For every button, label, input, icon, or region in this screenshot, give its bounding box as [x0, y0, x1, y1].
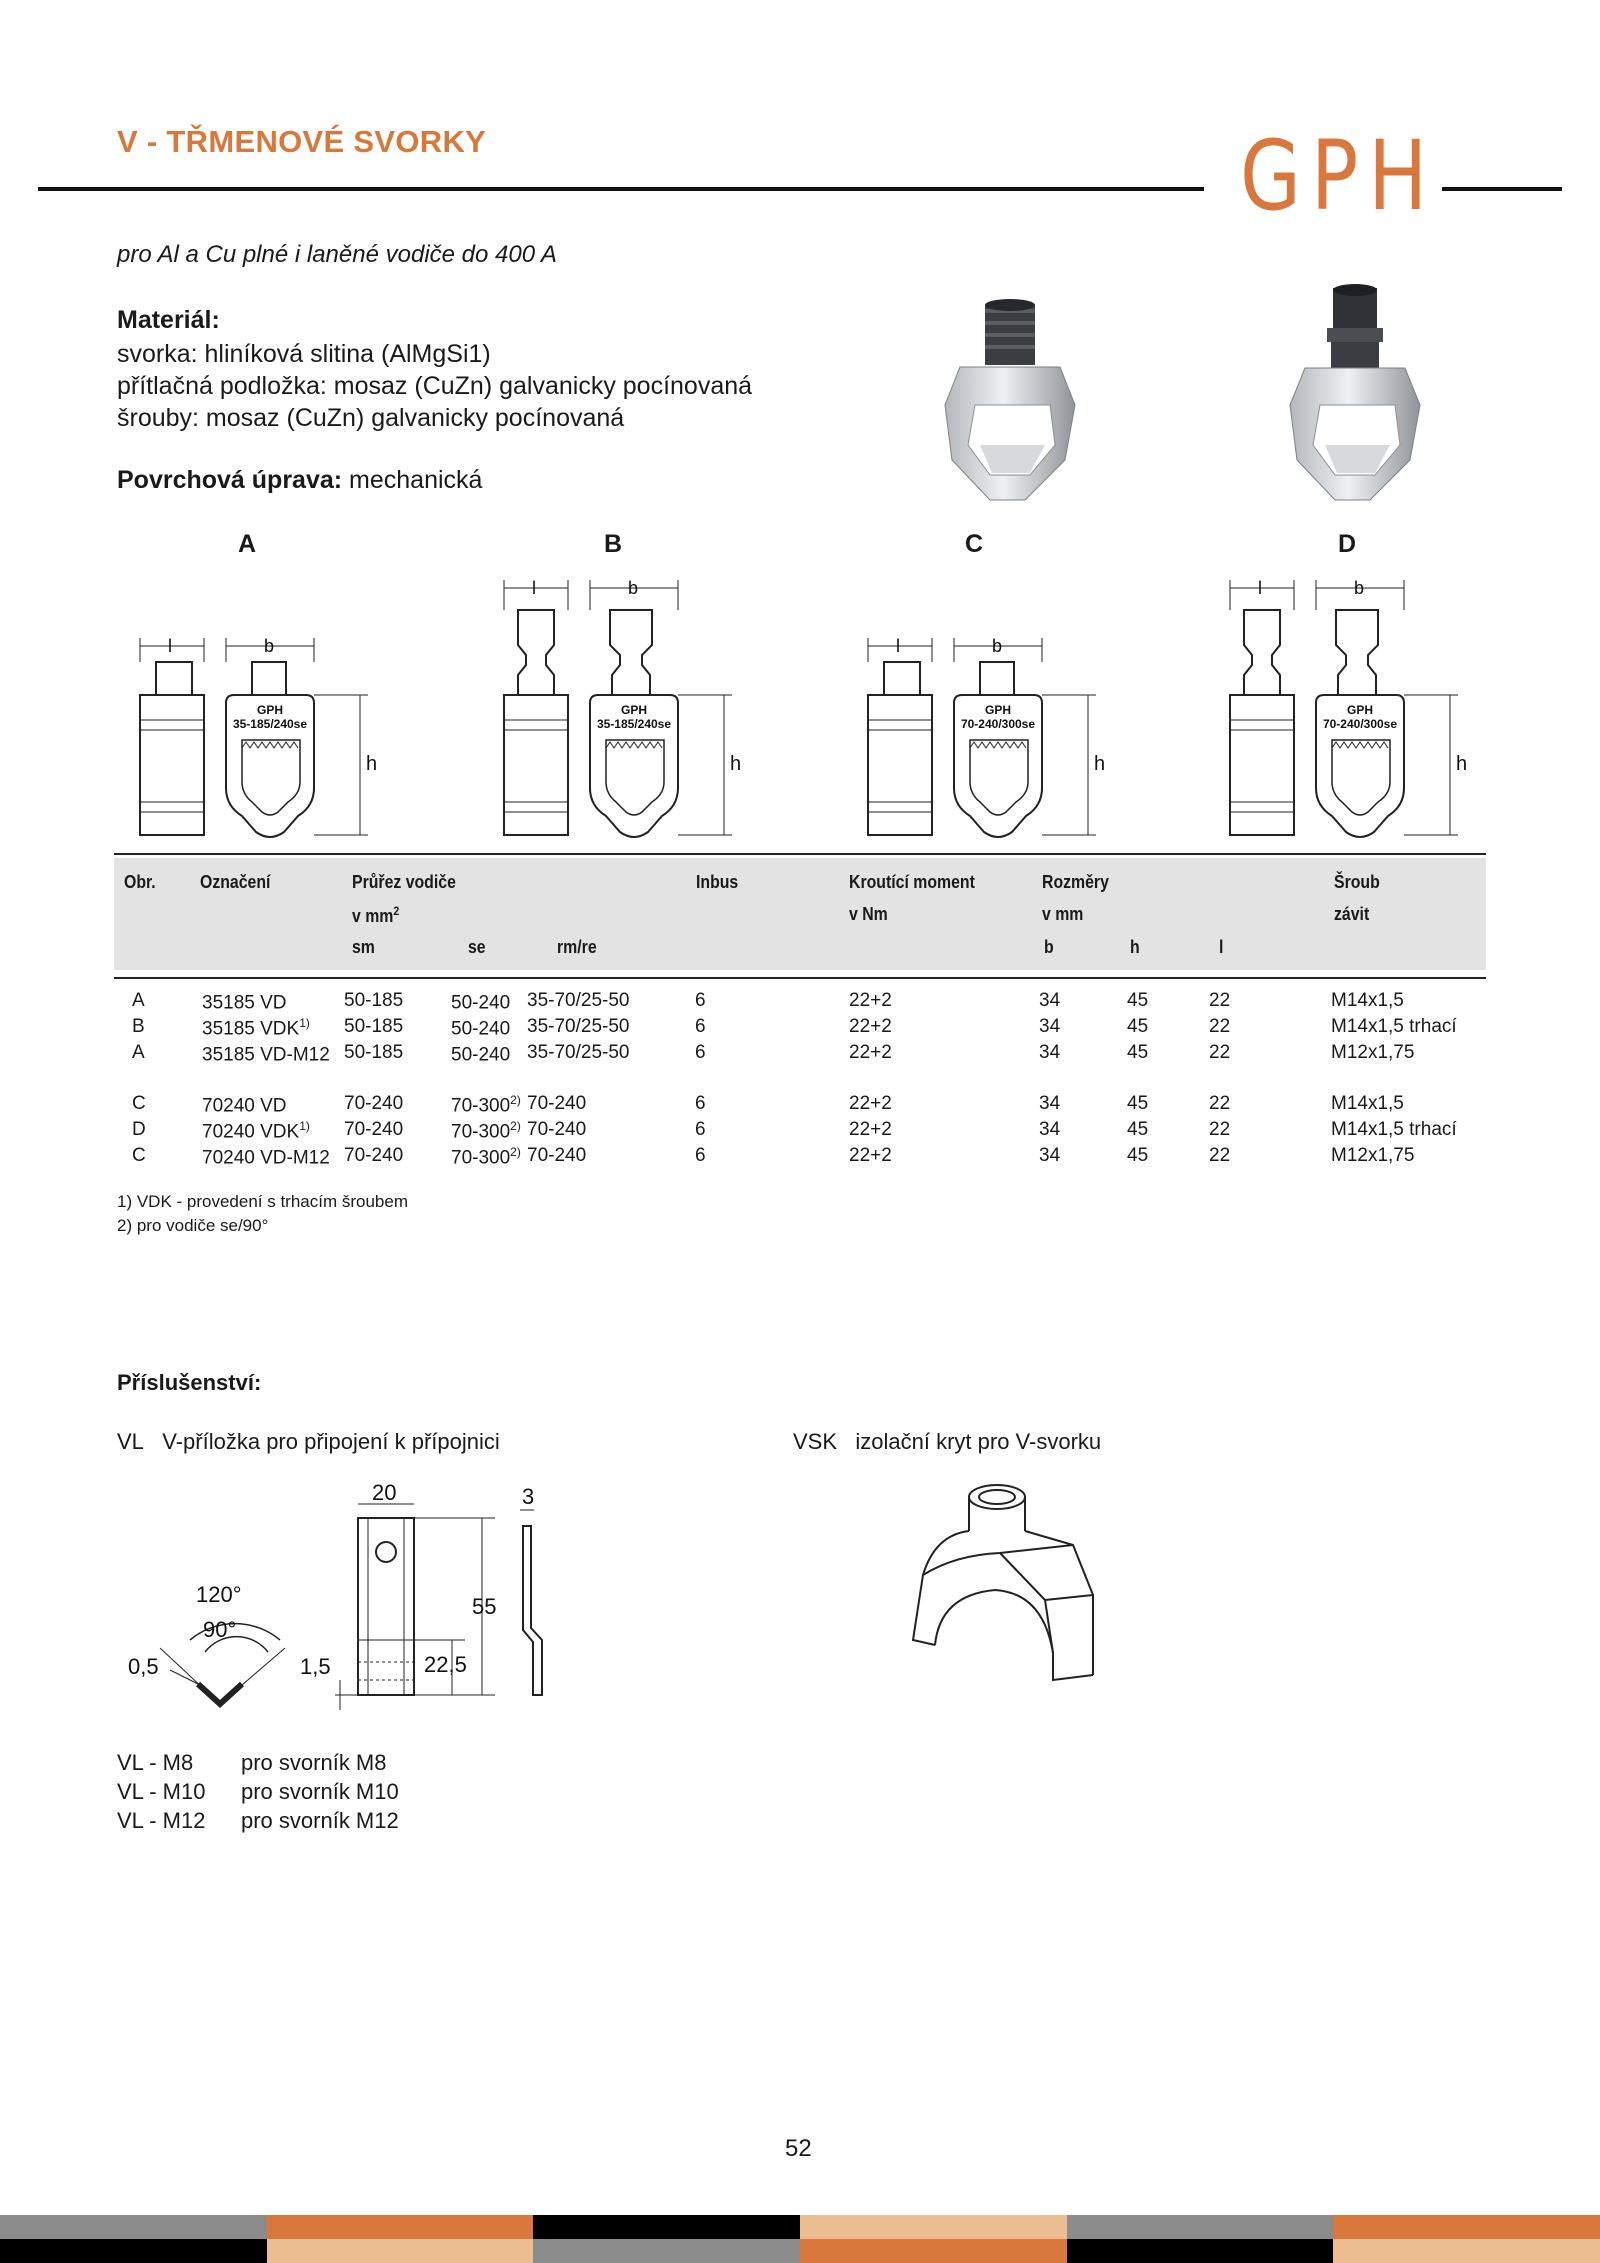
stamp-brand: GPH — [1346, 703, 1374, 717]
accessory-vsk — [793, 1429, 1101, 1455]
table-cell-b: 34 — [1039, 1119, 1061, 1140]
table-cell-sm: 70-240 — [344, 1145, 404, 1166]
material-line: přítlačná podložka: mosaz (CuZn) galvanicky pocínovaná — [117, 372, 753, 400]
dim-h-label: h — [1094, 753, 1106, 775]
stamp-size: 70-240/300se — [1322, 717, 1398, 731]
footer-stripe — [800, 2215, 1067, 2239]
table-cell-l: 22 — [1209, 1093, 1231, 1114]
footnote: 1) VDK - provedení s trhacím šroubem — [117, 1192, 409, 1211]
table-cell-obr: A — [132, 990, 145, 1011]
table-cell-obr: A — [132, 1042, 145, 1063]
table-cell-ozn: 35185 VD — [202, 992, 287, 1014]
table-cell-se: 50-240 — [451, 992, 511, 1014]
dim-b-label: b — [264, 636, 275, 656]
table-cell-l: 22 — [1209, 1042, 1231, 1063]
dim-l-label: l — [896, 636, 900, 656]
th-rmre: rm/re — [557, 937, 597, 957]
table-header-bg — [114, 858, 1486, 970]
table-cell-b: 34 — [1039, 1042, 1061, 1063]
table-cell-moment: 22+2 — [849, 1016, 892, 1037]
table-cell-inbus: 6 — [695, 1016, 706, 1037]
table-cell-sm: 50-185 — [344, 1042, 404, 1063]
th-prurez: Průřez vodiče — [352, 872, 456, 892]
table-cell-ozn: 35185 VD-M12 — [202, 1044, 330, 1066]
material-line: svorka: hliníková slitina (AlMgSi1) — [117, 340, 491, 368]
stamp-brand: GPH — [256, 703, 284, 717]
table-cell-moment: 22+2 — [849, 990, 892, 1011]
vl-variant: VL - M12 pro svorník M12 — [117, 1808, 399, 1833]
clamp-drawing-b — [492, 570, 852, 850]
stamp-size: 70-240/300se — [960, 717, 1036, 731]
table-cell-se: 50-240 — [451, 1044, 511, 1066]
table-cell-b: 34 — [1039, 1016, 1061, 1037]
th-oznaceni: Označení — [200, 872, 271, 892]
table-cell-h: 45 — [1127, 1093, 1149, 1114]
footer-stripe — [0, 2215, 267, 2239]
figure-label-b: B — [604, 530, 623, 558]
footer-stripe — [267, 2215, 534, 2239]
table-cell-sroub: M14x1,5 — [1331, 990, 1404, 1011]
table-cell-ozn: 70240 VDK$^{1)}$ — [202, 1119, 310, 1143]
table-cell-se: 70-300$^{2)}$ — [451, 1145, 521, 1169]
footer-stripe — [533, 2215, 800, 2239]
th-l: l — [1219, 937, 1224, 957]
clamp-photo-vdk — [1275, 280, 1445, 515]
header-rule — [38, 187, 1204, 191]
stamp-brand: GPH — [984, 703, 1012, 717]
vl-drawing — [120, 1480, 560, 1715]
surface-treatment — [117, 466, 482, 495]
th-prurez-unit: v $mm^2$ — [352, 904, 400, 926]
th-sm: sm — [352, 937, 375, 957]
dim-h-label: h — [1456, 753, 1468, 775]
figure-label-d: D — [1338, 530, 1357, 558]
accessory-vl — [117, 1429, 500, 1455]
table-cell-sm: 50-185 — [344, 990, 404, 1011]
clamp-drawing-a — [128, 570, 488, 850]
surface-value: mechanická — [342, 466, 483, 494]
footer-stripe — [1067, 2239, 1334, 2263]
table-cell-h: 45 — [1127, 1042, 1149, 1063]
vl-variant: VL - M10 pro svorník M10 — [117, 1779, 399, 1804]
table-cell-b: 34 — [1039, 990, 1061, 1011]
table-cell-l: 22 — [1209, 1145, 1231, 1166]
vl-thickness: 0,5 — [128, 1654, 159, 1679]
table-cell-se: 50-240 — [451, 1018, 511, 1040]
table-cell-l: 22 — [1209, 990, 1231, 1011]
brand-logo: GPH — [1240, 120, 1438, 232]
table-cell-se: 70-300$^{2)}$ — [451, 1119, 521, 1143]
table-cell-sroub: M12x1,75 — [1331, 1042, 1415, 1063]
stamp-brand: GPH — [620, 703, 648, 717]
table-cell-rm: 70-240 — [527, 1145, 587, 1166]
vl-offset: 1,5 — [300, 1654, 331, 1679]
table-cell-rm: 35-70/25-50 — [527, 1042, 630, 1063]
vsk-drawing — [895, 1475, 1125, 1695]
table-top-rule — [114, 853, 1486, 855]
th-inbus: Inbus — [696, 872, 739, 892]
th-moment-unit: v Nm — [849, 904, 888, 924]
th-h: h — [1130, 937, 1140, 957]
dim-b-label: b — [628, 578, 639, 598]
table-cell-obr: C — [132, 1145, 146, 1166]
vl-lower: 22,5 — [424, 1652, 467, 1677]
dim-h-label: h — [730, 753, 742, 775]
table-cell-h: 45 — [1127, 1119, 1149, 1140]
table-cell-sm: 50-185 — [344, 1016, 404, 1037]
clamp-photo-vd — [930, 295, 1100, 515]
footer-stripe — [267, 2239, 534, 2263]
footer-stripe — [1333, 2239, 1600, 2263]
table-cell-inbus: 6 — [695, 1042, 706, 1063]
table-cell-sroub: M12x1,75 — [1331, 1145, 1415, 1166]
table-cell-ozn: 70240 VD — [202, 1095, 287, 1117]
page-title: V - TŘMENOVÉ SVORKY — [117, 124, 487, 159]
footnote: 2) pro vodiče se/90° — [117, 1216, 269, 1235]
vl-width: 20 — [372, 1480, 397, 1505]
dim-b-label: b — [992, 636, 1003, 656]
stamp-size: 35-185/240se — [232, 717, 308, 731]
footer-stripe — [0, 2239, 267, 2263]
table-cell-sroub: M14x1,5 trhací — [1331, 1016, 1457, 1037]
th-se: se — [468, 937, 486, 957]
table-cell-inbus: 6 — [695, 1145, 706, 1166]
table-cell-inbus: 6 — [695, 1093, 706, 1114]
th-obr: Obr. — [124, 872, 156, 892]
table-cell-sroub: M14x1,5 — [1331, 1093, 1404, 1114]
table-cell-ozn: 35185 VDK$^{1)}$ — [202, 1016, 310, 1040]
th-rozmery: Rozměry — [1042, 872, 1109, 892]
clamp-drawing-d — [1218, 570, 1578, 850]
page-number: 52 — [785, 2135, 812, 2162]
stamp-size: 35-185/240se — [596, 717, 672, 731]
table-cell-h: 45 — [1127, 1145, 1149, 1166]
dim-l-label: l — [168, 636, 172, 656]
surface-label: Povrchová úprava: — [117, 466, 343, 494]
footer-stripe — [533, 2239, 800, 2263]
table-cell-h: 45 — [1127, 990, 1149, 1011]
table-cell-inbus: 6 — [695, 990, 706, 1011]
vl-variant: VL - M8 pro svorník M8 — [117, 1750, 387, 1775]
table-cell-b: 34 — [1039, 1145, 1061, 1166]
figure-label-a: A — [238, 530, 257, 558]
th-moment: Kroutící moment — [849, 872, 975, 892]
vl-plate: 3 — [522, 1484, 535, 1509]
table-cell-sm: 70-240 — [344, 1093, 404, 1114]
vl-length: 55 — [472, 1594, 497, 1619]
clamp-drawing-c — [856, 570, 1216, 850]
table-cell-b: 34 — [1039, 1093, 1061, 1114]
material-label: Materiál: — [117, 306, 220, 334]
table-cell-l: 22 — [1209, 1016, 1231, 1037]
accessory-code: VL — [117, 1429, 144, 1454]
table-cell-h: 45 — [1127, 1016, 1149, 1037]
table-cell-inbus: 6 — [695, 1119, 706, 1140]
dim-l-label: l — [532, 578, 536, 598]
vl-angle-inner: 90° — [203, 1617, 237, 1642]
table-cell-obr: C — [132, 1093, 146, 1114]
th-b: b — [1044, 937, 1054, 957]
dim-b-label: b — [1354, 578, 1365, 598]
th-rozmery-unit: v mm — [1042, 904, 1084, 924]
table-cell-moment: 22+2 — [849, 1093, 892, 1114]
table-cell-rm: 35-70/25-50 — [527, 1016, 630, 1037]
accessory-desc: izolační kryt pro V-svorku — [855, 1429, 1102, 1454]
table-cell-se: 70-300$^{2)}$ — [451, 1093, 521, 1117]
figure-label-c: C — [965, 530, 984, 558]
material-line: šrouby: mosaz (CuZn) galvanicky pocínovaná — [117, 404, 625, 432]
table-cell-moment: 22+2 — [849, 1042, 892, 1063]
table-cell-obr: B — [132, 1016, 145, 1037]
accessories-title: Příslušenství: — [117, 1370, 262, 1395]
dim-l-label: l — [1258, 578, 1262, 598]
table-cell-obr: D — [132, 1119, 146, 1140]
th-sroub: Šroub — [1334, 872, 1380, 892]
th-sroub-sub: závit — [1334, 904, 1370, 924]
table-cell-l: 22 — [1209, 1119, 1231, 1140]
accessory-code: VSK — [793, 1429, 838, 1454]
subtitle: pro Al a Cu plné i laněné vodiče do 400 A — [117, 241, 557, 268]
table-cell-rm: 70-240 — [527, 1119, 587, 1140]
accessory-desc: V-příložka pro připojení k přípojnici — [162, 1429, 500, 1454]
footer-stripe — [1333, 2215, 1600, 2239]
table-cell-moment: 22+2 — [849, 1145, 892, 1166]
table-cell-sroub: M14x1,5 trhací — [1331, 1119, 1457, 1140]
dim-h-label: h — [366, 753, 378, 775]
footer-stripe — [1067, 2215, 1334, 2239]
table-cell-rm: 35-70/25-50 — [527, 990, 630, 1011]
table-cell-ozn: 70240 VD-M12 — [202, 1147, 330, 1169]
table-cell-rm: 70-240 — [527, 1093, 587, 1114]
table-cell-sm: 70-240 — [344, 1119, 404, 1140]
table-cell-moment: 22+2 — [849, 1119, 892, 1140]
table-header-rule — [114, 977, 1486, 979]
vl-angle-outer: 120° — [196, 1582, 242, 1607]
header-rule-right — [1442, 187, 1562, 191]
footer-stripe — [800, 2239, 1067, 2263]
